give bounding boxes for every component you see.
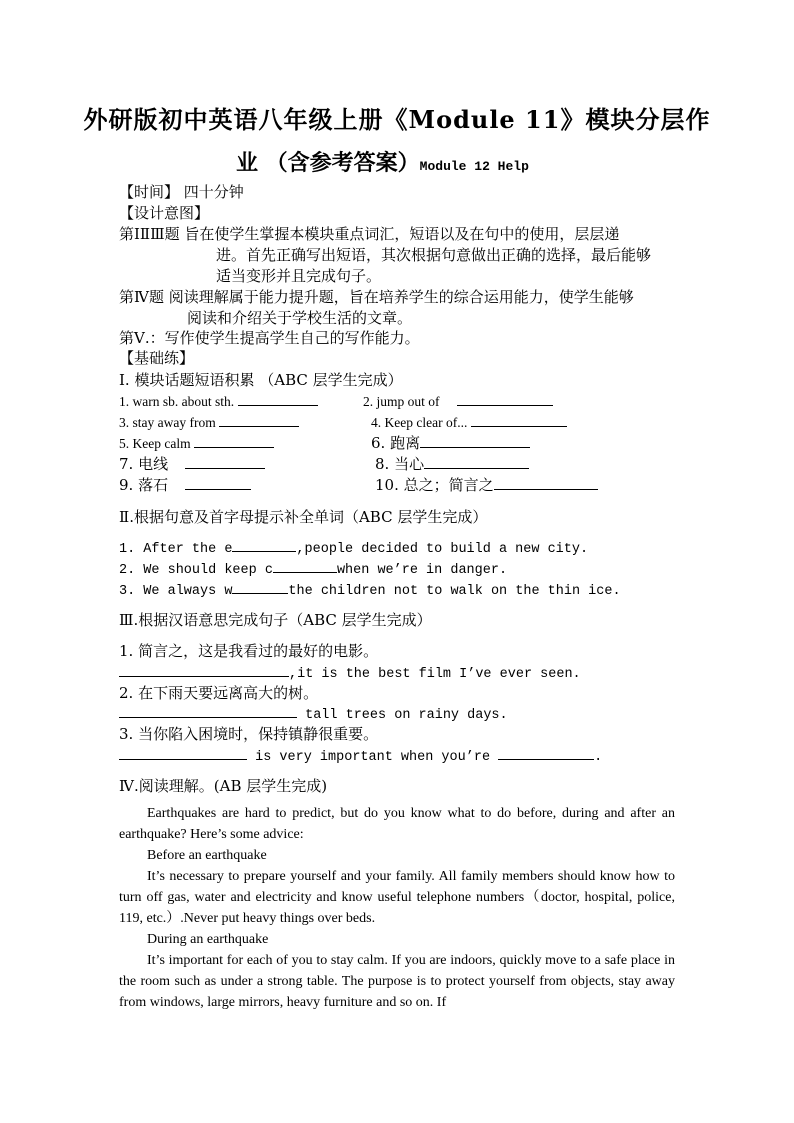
- section1-heading: Ⅰ. 模块话题短语积累 （ABC 层学生完成）: [119, 371, 403, 389]
- time-label: 【时间】 四十分钟: [119, 183, 244, 201]
- item-number: 5.: [119, 436, 130, 451]
- sentence-start: 3. We always w: [119, 584, 233, 599]
- answer-blank[interactable]: [119, 745, 247, 760]
- reading-passage: [119, 803, 675, 1013]
- item-number: 2.: [363, 394, 374, 409]
- answer-blank[interactable]: [457, 391, 553, 406]
- item-text: jump out of: [376, 394, 440, 409]
- fill-sentence-3: [119, 579, 621, 599]
- answer-blank[interactable]: [273, 558, 337, 573]
- phrase-item: [371, 432, 530, 453]
- phrase-item: [119, 474, 251, 495]
- sentence-start: 2. We should keep c: [119, 563, 273, 578]
- basic-label: 【基础练】: [119, 349, 195, 367]
- translate-q2-en: [119, 703, 508, 723]
- design-item-1c: 适当变形并且完成句子。: [216, 267, 382, 285]
- passage-paragraph: It’s important for each of you to stay calm. If you are indoors, quickly move to a safe place in the room such as under a strong table. The purpose is to protect yourself from objects, stay away from windows, large mirrors, heavy furniture and so on. If: [119, 953, 675, 1010]
- answer-blank[interactable]: [232, 579, 288, 594]
- section3-heading: Ⅲ.根据汉语意思完成句子（ABC 层学生完成）: [119, 611, 432, 629]
- item-number: 7.: [119, 455, 134, 473]
- passage-subheading: Before an earthquake: [147, 848, 267, 863]
- design-item-3: 第Ⅴ.：写作使学生提高学生自己的写作能力。: [119, 329, 420, 347]
- answer-blank[interactable]: [494, 475, 598, 490]
- item-text: 跑离: [390, 434, 421, 452]
- answer-blank[interactable]: [185, 454, 265, 469]
- answer-blank[interactable]: [420, 433, 530, 448]
- item-text: Keep clear of...: [384, 415, 468, 430]
- phrase-item: [119, 453, 265, 474]
- phrase-item: [363, 391, 553, 410]
- answer-blank[interactable]: [119, 703, 297, 718]
- item-number: 6.: [371, 434, 386, 452]
- item-text: Keep calm: [132, 436, 191, 451]
- answer-blank[interactable]: [232, 537, 296, 552]
- translate-q2-cn: 2. 在下雨天要远离高大的树。: [119, 684, 319, 702]
- item-number: 1.: [119, 394, 130, 409]
- sentence-end: ,it is the best film I’ve ever seen.: [289, 667, 581, 682]
- translate-q3-cn: 3. 当你陷入困境时，保持镇静很重要。: [119, 725, 379, 743]
- design-item-1b: 进。首先正确写出短语，其次根据句意做出正确的选择，最后能够: [216, 246, 652, 264]
- item-number: 10.: [375, 476, 399, 494]
- section4-heading: Ⅳ.阅读理解。(AB 层学生完成): [119, 777, 328, 795]
- sentence-end: when we’re in danger.: [336, 563, 508, 578]
- answer-blank[interactable]: [219, 412, 299, 427]
- translate-q3-en: [119, 745, 602, 765]
- item-text: 总之；简言之: [403, 476, 494, 494]
- phrase-item: [371, 412, 567, 431]
- page-title-line1: 外研版初中英语八年级上册《Module 11》模块分层作: [83, 105, 711, 134]
- answer-blank[interactable]: [471, 412, 567, 427]
- item-text: 电线: [138, 455, 169, 473]
- translate-q1-en: [119, 662, 581, 682]
- answer-blank[interactable]: [119, 662, 289, 677]
- passage-paragraph: Earthquakes are hard to predict, but do you know what to do before, during and after an earthquake? Here’s some advice:: [119, 806, 675, 842]
- design-item-2b: 阅读和介绍关于学校生活的文章。: [187, 309, 413, 327]
- section2-heading: Ⅱ.根据句意及首字母提示补全单词（ABC 层学生完成）: [119, 508, 488, 526]
- design-label: 【设计意图】: [119, 204, 210, 222]
- fill-sentence-1: [119, 537, 588, 557]
- sentence-middle: is very important when you’re: [247, 750, 499, 765]
- answer-blank[interactable]: [424, 454, 529, 469]
- sentence-end: ,people decided to build a new city.: [296, 542, 589, 557]
- item-text: 当心: [394, 455, 425, 473]
- title-en-part: Module 12 Help: [419, 159, 529, 174]
- item-number: 8.: [375, 455, 390, 473]
- item-number: 3.: [119, 415, 130, 430]
- sentence-start: 1. After the e: [119, 542, 233, 557]
- sentence-end: the children not to walk on the thin ice.: [288, 584, 621, 599]
- translate-q1-cn: 1. 简言之，这是我看过的最好的电影。: [119, 642, 379, 660]
- phrase-item: [375, 453, 529, 474]
- item-number: 9.: [119, 476, 134, 494]
- passage-subheading: During an earthquake: [147, 932, 269, 947]
- design-item-2a: 第Ⅳ题 阅读理解属于能力提升题，旨在培养学生的综合运用能力，使学生能够: [119, 288, 634, 306]
- item-text: 落石: [138, 476, 169, 494]
- design-item-1a: 第ⅠⅡⅢ题 旨在使学生掌握本模块重点词汇，短语以及在句中的使用，层层递: [119, 225, 620, 243]
- answer-blank[interactable]: [185, 475, 251, 490]
- item-text: warn sb. about sth.: [132, 394, 235, 409]
- sentence-end: tall trees on rainy days.: [297, 708, 508, 723]
- phrase-item: [375, 474, 598, 495]
- item-number: 4.: [371, 415, 382, 430]
- sentence-end: .: [594, 750, 603, 765]
- title-cn-part: 业 （含参考答案）: [236, 150, 420, 176]
- answer-blank[interactable]: [498, 745, 594, 760]
- phrase-item: [119, 391, 318, 410]
- phrase-item: [119, 433, 274, 452]
- answer-blank[interactable]: [238, 391, 318, 406]
- page-title-line2: [236, 146, 529, 177]
- passage-paragraph: It’s necessary to prepare yourself and your family. All family members should know how to turn off gas, water and electricity and know useful telephone numbers（doctor, hospital, police, 119, etc.）.Never put heavy things over beds.: [119, 869, 675, 926]
- fill-sentence-2: [119, 558, 507, 578]
- item-text: stay away from: [132, 415, 216, 430]
- answer-blank[interactable]: [194, 433, 274, 448]
- phrase-item: [119, 412, 299, 431]
